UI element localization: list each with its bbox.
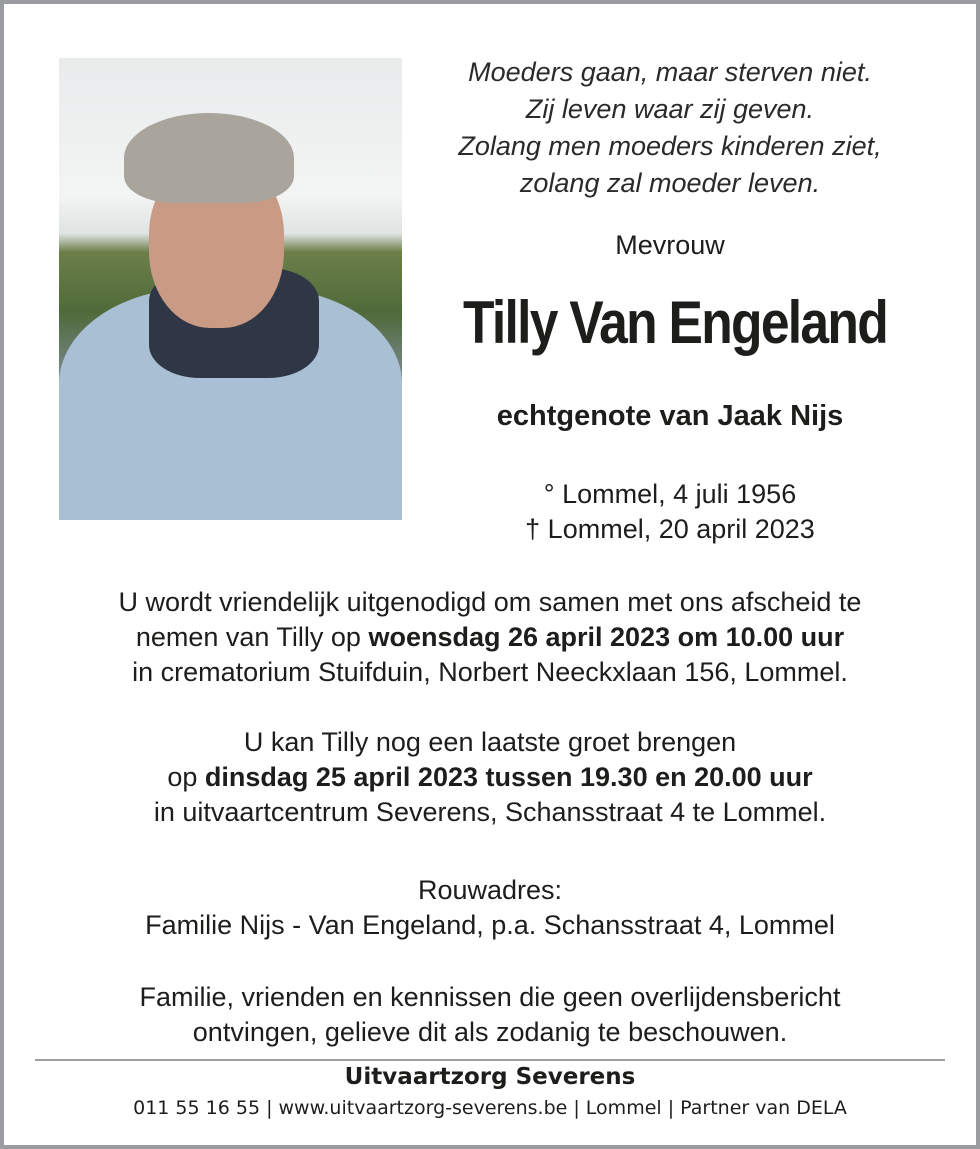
text-line: ontvingen, gelieve dit als zodanig te beschouwen.	[192, 1017, 788, 1047]
text-line: U wordt vriendelijk uitgenodigd om samen met ons afscheid te	[118, 587, 862, 617]
text: op	[167, 762, 205, 792]
ceremony-datetime: woensdag 26 april 2023 om 10.00 uur	[368, 622, 845, 652]
portrait-photo	[59, 58, 402, 520]
notice	[30, 980, 950, 1050]
visitation-datetime: dinsdag 25 april 2023 tussen 19.30 en 20.00 uur	[204, 762, 813, 792]
visitation-info	[30, 725, 950, 830]
text-line: in uitvaartcentrum Severens, Schansstraat 4 te Lommel.	[153, 797, 827, 827]
text-line	[30, 620, 950, 655]
honorific: Mevrouw	[615, 230, 725, 260]
mourning-address	[30, 873, 950, 943]
text-line: U kan Tilly nog een laatste groet brengen	[243, 727, 737, 757]
text-line: in crematorium Stuifduin, Norbert Neeckxlaan 156, Lommel.	[132, 657, 848, 687]
divider	[35, 1059, 945, 1061]
text: nemen van Tilly op	[135, 622, 369, 652]
funeral-home-name: Uitvaartzorg Severens	[344, 1064, 636, 1090]
poem-line: zolang zal moeder leven.	[519, 168, 821, 198]
poem	[420, 54, 920, 202]
poem-line: Zolang men moeders kinderen ziet,	[458, 131, 882, 161]
spouse-line: echtgenote van Jaak Nijs	[496, 400, 844, 432]
text-line	[30, 760, 950, 795]
poem-line: Zij leven waar zij geven.	[525, 94, 815, 124]
ceremony-info	[30, 585, 950, 690]
photo-hair	[124, 113, 294, 203]
death-date: † Lommel, 20 april 2023	[525, 514, 815, 544]
poem-line: Moeders gaan, maar sterven niet.	[468, 57, 872, 87]
address-label: Rouwadres:	[417, 875, 563, 905]
text-line: Familie, vrienden en kennissen die geen overlijdensbericht	[139, 982, 841, 1012]
birth-date: ° Lommel, 4 juli 1956	[543, 479, 797, 509]
dates	[420, 477, 920, 547]
deceased-name: Tilly Van Engeland	[462, 289, 888, 356]
address-value: Familie Nijs - Van Engeland, p.a. Schansstraat 4, Lommel	[145, 910, 835, 940]
funeral-home-contact: 011 55 16 55 | www.uitvaartzorg-severens.be | Lommel | Partner van DELA	[133, 1097, 847, 1119]
